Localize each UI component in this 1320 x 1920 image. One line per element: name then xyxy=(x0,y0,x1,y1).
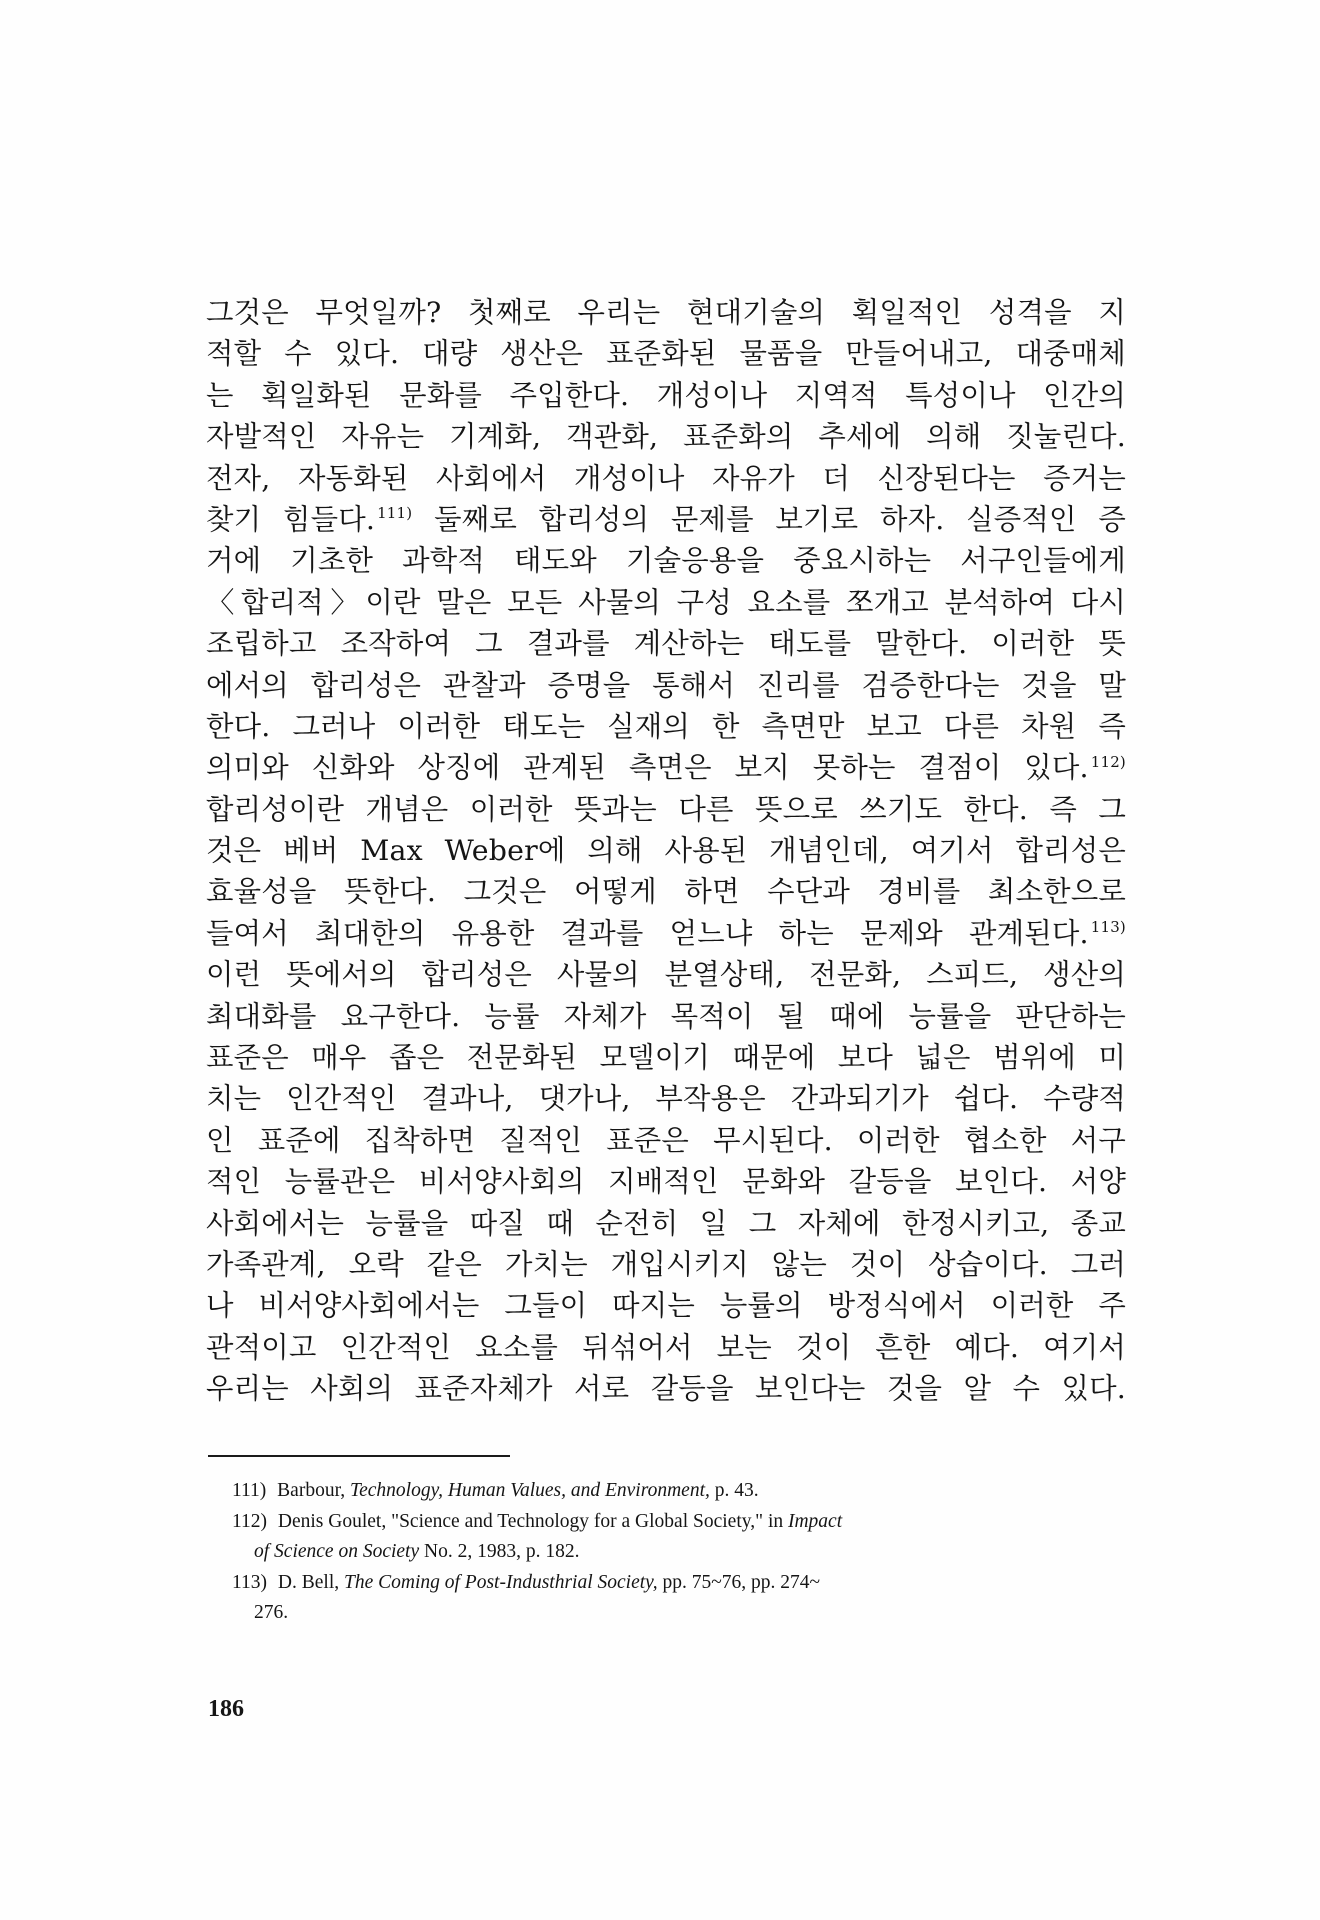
text-line: 거에 기초한 과학적 태도와 기술응용을 중요시하는 서구인들에게 xyxy=(206,544,1126,578)
footnote-title: The Coming of Post-Industhrial Society, xyxy=(344,1571,658,1593)
text-line xyxy=(206,747,1126,788)
text-line: 전자, 자동화된 사회에서 개성이나 자유가 더 신장된다는 증거는 xyxy=(206,461,1126,495)
text-line: 합리성이란 개념은 이러한 뜻과는 다른 뜻으로 쓰기도 한다. 즉 그 xyxy=(206,792,1126,826)
footnote-title: Technology, Human Values, and Environment, xyxy=(350,1480,710,1501)
footnote-page: p. 43. xyxy=(714,1480,759,1501)
text-line: 한다. 그러나 이러한 태도는 실재의 한 측면만 보고 다른 차원 즉 xyxy=(206,709,1126,743)
footnote-113 xyxy=(232,1568,1112,1599)
text-line: 관적이고 인간적인 요소를 뒤섞어서 보는 것이 흔한 예다. 여기서 xyxy=(206,1330,1126,1364)
text-line: 에서의 합리성은 관찰과 증명을 통해서 진리를 검증한다는 것을 말 xyxy=(206,668,1126,702)
text-line: 자발적인 자유는 기계화, 객관화, 표준화의 추세에 의해 짓눌린다. xyxy=(206,420,1126,454)
text-line: 최대화를 요구한다. 능률 자체가 목적이 될 때에 능률을 판단하는 xyxy=(206,999,1126,1033)
text-line: 조립하고 조작하여 그 결과를 계산하는 태도를 말한다. 이러한 뜻 xyxy=(206,627,1126,661)
text-line: 것은 베버 Max Weber에 의해 사용된 개념인데, 여기서 합리성은 xyxy=(206,834,1126,868)
text-line: 가족관계, 오락 같은 가치는 개입시키지 않는 것이 상습이다. 그러 xyxy=(206,1247,1126,1281)
text-segment: 들여서 최대한의 유용한 결과를 얻느냐 하는 문제와 관계된다. xyxy=(206,916,1089,950)
text-line: 인 표준에 집착하면 질적인 표준은 무시된다. 이러한 협소한 서구 xyxy=(206,1123,1126,1157)
text-line: 는 획일화된 문화를 주입한다. 개성이나 지역적 특성이나 인간의 xyxy=(206,378,1126,412)
footnote-page: 276. xyxy=(254,1602,289,1623)
text-line: 나 비서양사회에서는 그들이 따지는 능률의 방정식에서 이러한 주 xyxy=(206,1289,1126,1323)
text-segment: 의미와 신화와 상징에 관계된 측면은 보지 못하는 결점이 있다. xyxy=(206,751,1089,785)
text-line: 적할 수 있다. 대량 생산은 표준화된 물품을 만들어내고, 대중매체 xyxy=(206,337,1126,371)
text-line: 적인 능률관은 비서양사회의 지배적인 문화와 갈등을 보인다. 서양 xyxy=(206,1165,1126,1199)
text-line xyxy=(206,499,1126,540)
text-line: 표준은 매우 좁은 전문화된 모델이기 때문에 보다 넓은 범위에 미 xyxy=(206,1041,1126,1075)
page-number: 186 xyxy=(208,1696,244,1722)
text-line: 우리는 사회의 표준자체가 서로 갈등을 보인다는 것을 알 수 있다. xyxy=(206,1372,1126,1406)
footnote-page: No. 2, 1983, p. 182. xyxy=(424,1541,580,1562)
text-line xyxy=(206,913,1126,954)
text-line: 이런 뜻에서의 합리성은 사물의 분열상태, 전문화, 스피드, 생산의 xyxy=(206,958,1126,992)
footnote-title: of Science on Society xyxy=(254,1541,420,1562)
footnote-in: in xyxy=(767,1510,784,1532)
footnote-divider xyxy=(208,1455,510,1457)
footnote-ref-111: 111) xyxy=(377,504,413,523)
text-line: 사회에서는 능률을 따질 때 순전히 일 그 자체에 한정시키고, 종교 xyxy=(206,1206,1126,1240)
footnote-number: 112) xyxy=(232,1510,268,1532)
footnote-article: "Science and Technology for a Global Society," xyxy=(391,1510,764,1532)
text-segment: 둘째로 합리성의 문제를 보기로 하자. 실증적인 증 xyxy=(434,502,1126,536)
footnotes xyxy=(232,1476,1112,1629)
footnote-title: Impact xyxy=(787,1510,843,1532)
footnote-number: 111) xyxy=(232,1480,267,1501)
footnote-111 xyxy=(232,1476,1112,1507)
text-line: 효율성을 뜻한다. 그것은 어떻게 하면 수단과 경비를 최소한으로 xyxy=(206,875,1126,909)
footnote-112 xyxy=(232,1507,1112,1538)
footnote-author: Barbour, xyxy=(277,1480,346,1501)
footnote-number: 113) xyxy=(232,1571,268,1593)
text-line: 치는 인간적인 결과나, 댓가나, 부작용은 간과되기가 쉽다. 수량적 xyxy=(206,1082,1126,1116)
footnote-113-continued xyxy=(254,1598,1112,1629)
footnote-112-continued xyxy=(254,1537,1112,1568)
footnote-author: Denis Goulet, xyxy=(277,1510,387,1532)
text-line: 〈합리적〉이란 말은 모든 사물의 구성 요소를 쪼개고 분석하여 다시 xyxy=(206,585,1126,619)
footnote-page: pp. 75~76, pp. 274~ xyxy=(662,1571,821,1593)
footnote-ref-112: 112) xyxy=(1090,752,1126,771)
text-line: 그것은 무엇일까? 첫째로 우리는 현대기술의 획일적인 성격을 지 xyxy=(206,296,1126,329)
footnote-author: D. Bell, xyxy=(277,1571,340,1593)
text-segment: 찾기 힘들다. xyxy=(206,502,376,536)
main-text xyxy=(206,292,1126,1410)
footnote-ref-113: 113) xyxy=(1090,918,1126,937)
